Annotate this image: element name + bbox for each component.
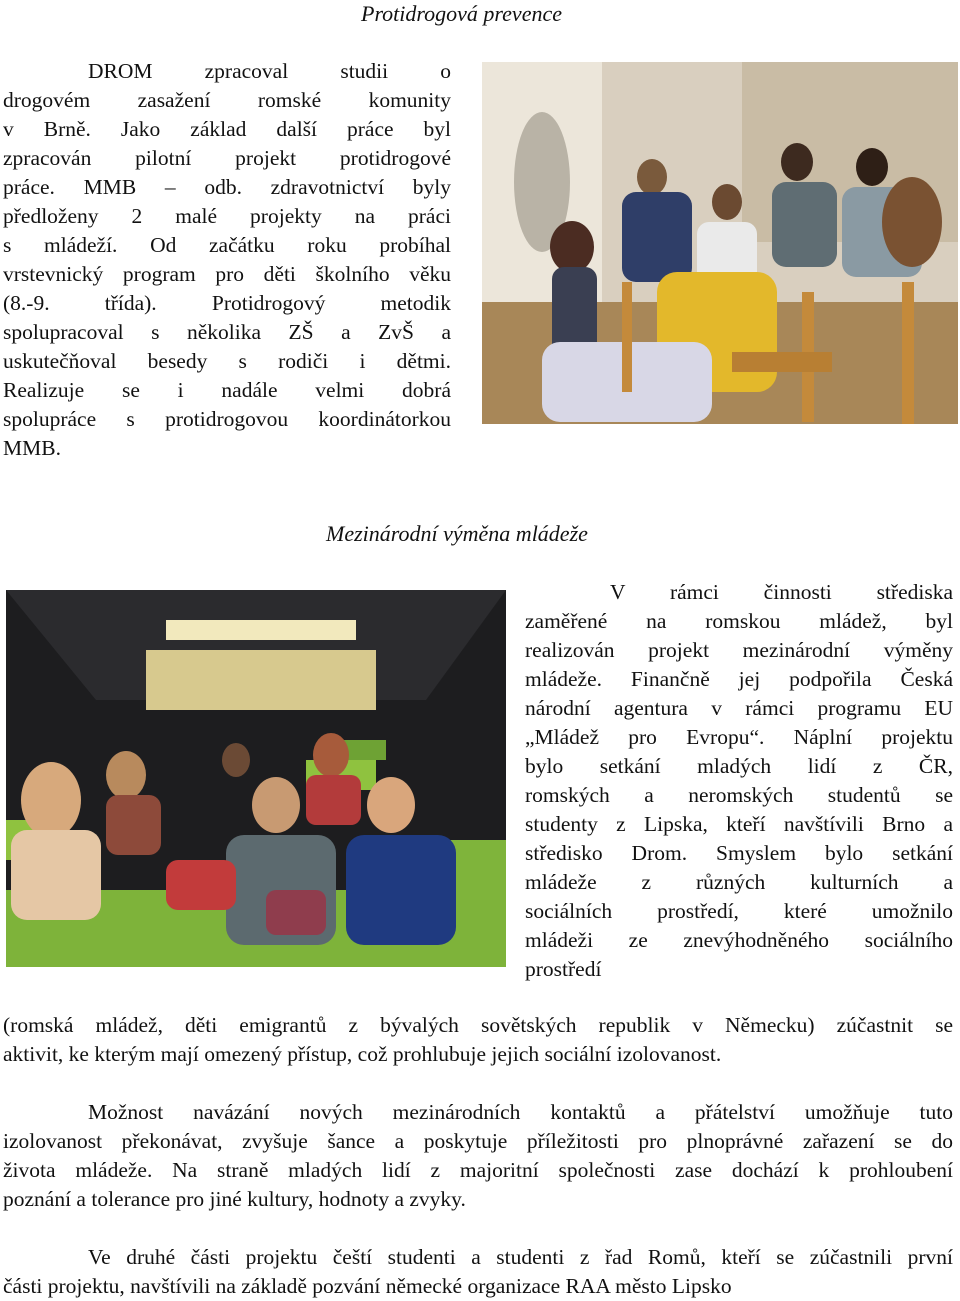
section-heading-youth-exchange: Mezinárodní výměna mládeže — [326, 521, 588, 546]
sec1-line: uskutečňoval besedy s rodiči i dětmi. — [3, 349, 451, 373]
p3-line: Ve druhé části projektu čeští studenti a studenti z řad Romů, kteří se zúčastnili první — [88, 1245, 953, 1269]
sec2-line: mládeži ze znevýhodněného sociálního — [525, 928, 953, 952]
p1-line: aktivit, ke kterým mají omezený přístup, což prohlubuje jejich sociální izolovanost. — [3, 1042, 722, 1066]
drug-prevention-paragraph — [3, 57, 451, 463]
sec1-line: MMB. — [3, 436, 61, 460]
sec2-line: mládeže z různých kulturních a — [525, 870, 953, 894]
photo-students-in-train — [6, 590, 506, 967]
section-heading-drug-prevention: Protidrogová prevence — [361, 1, 562, 26]
sec2-line: studenty z Lipska, kteří navštívili Brno a — [525, 812, 953, 836]
p2-line: poznání a tolerance pro jiné kultury, hodnoty a zvyky. — [3, 1187, 466, 1211]
sec2-line: romských a neromských studentů se — [525, 783, 953, 807]
p1-line: (romská mládež, děti emigrantů z bývalých sovětských republik v Německu) zúčastnit se — [3, 1013, 953, 1037]
sec1-line: práce. MMB – odb. zdravotnictví byly — [3, 175, 451, 199]
sec2-line: středisko Drom. Smyslem bylo setkání — [525, 841, 953, 865]
sec2-line: zaměřené na romskou mládež, byl — [525, 609, 953, 633]
p2-line: Možnost navázání nových mezinárodních kontaktů a přátelství umožňuje tuto — [88, 1100, 953, 1124]
p2-line: života mládeže. Na straně mladých lidí z majoritní společnosti zase dochází k prohloubení — [3, 1158, 953, 1182]
p2-line: izolovanost překonávat, zvyšuje šance a poskytuje příležitosti pro plnoprávné zařazení se do — [3, 1129, 953, 1153]
youth-exchange-paragraph — [525, 578, 953, 984]
sec2-line: prostředí — [525, 957, 602, 981]
photo-youth-discussion-group — [482, 62, 958, 424]
sec2-line: „Mládež pro Evropu“. Náplní projektu — [525, 725, 953, 749]
sec1-line: předloženy 2 malé projekty na práci — [3, 204, 451, 228]
p3-line: části projektu, navštívili na základě pozvání německé organizace RAA město Lipsko — [3, 1274, 732, 1298]
sec1-line: DROM zpracoval studii o — [88, 59, 451, 83]
sec2-line: realizován projekt mezinárodní výměny — [525, 638, 953, 662]
sec1-line: (8.-9. třída). Protidrogový metodik — [3, 291, 451, 315]
sec1-line: s mládeží. Od začátku roku probíhal — [3, 233, 451, 257]
sec1-line: spolupráce s protidrogovou koordinátorkou — [3, 407, 451, 431]
sec2-line: sociálních prostředí, které umožnilo — [525, 899, 953, 923]
body-paragraph-1 — [3, 1011, 953, 1069]
sec1-line: vrstevnický program pro děti školního věku — [3, 262, 451, 286]
sec2-line: bylo setkání mladých lidí z ČR, — [525, 754, 953, 778]
sec1-line: zpracován pilotní projekt protidrogové — [3, 146, 451, 170]
sec2-line: národní agentura v rámci programu EU — [525, 696, 953, 720]
sec1-line: Realizuje se i nadále velmi dobrá — [3, 378, 451, 402]
sec2-line: V rámci činnosti střediska — [610, 580, 953, 604]
sec1-line: drogovém zasažení romské komunity — [3, 88, 451, 112]
body-paragraph-3 — [3, 1243, 953, 1301]
sec1-line: v Brně. Jako základ další práce byl — [3, 117, 451, 141]
body-paragraph-2 — [3, 1098, 953, 1214]
sec2-line: mládeže. Finančně jej podpořila Česká — [525, 667, 953, 691]
sec1-line: spolupracoval s několika ZŠ a ZvŠ a — [3, 320, 451, 344]
